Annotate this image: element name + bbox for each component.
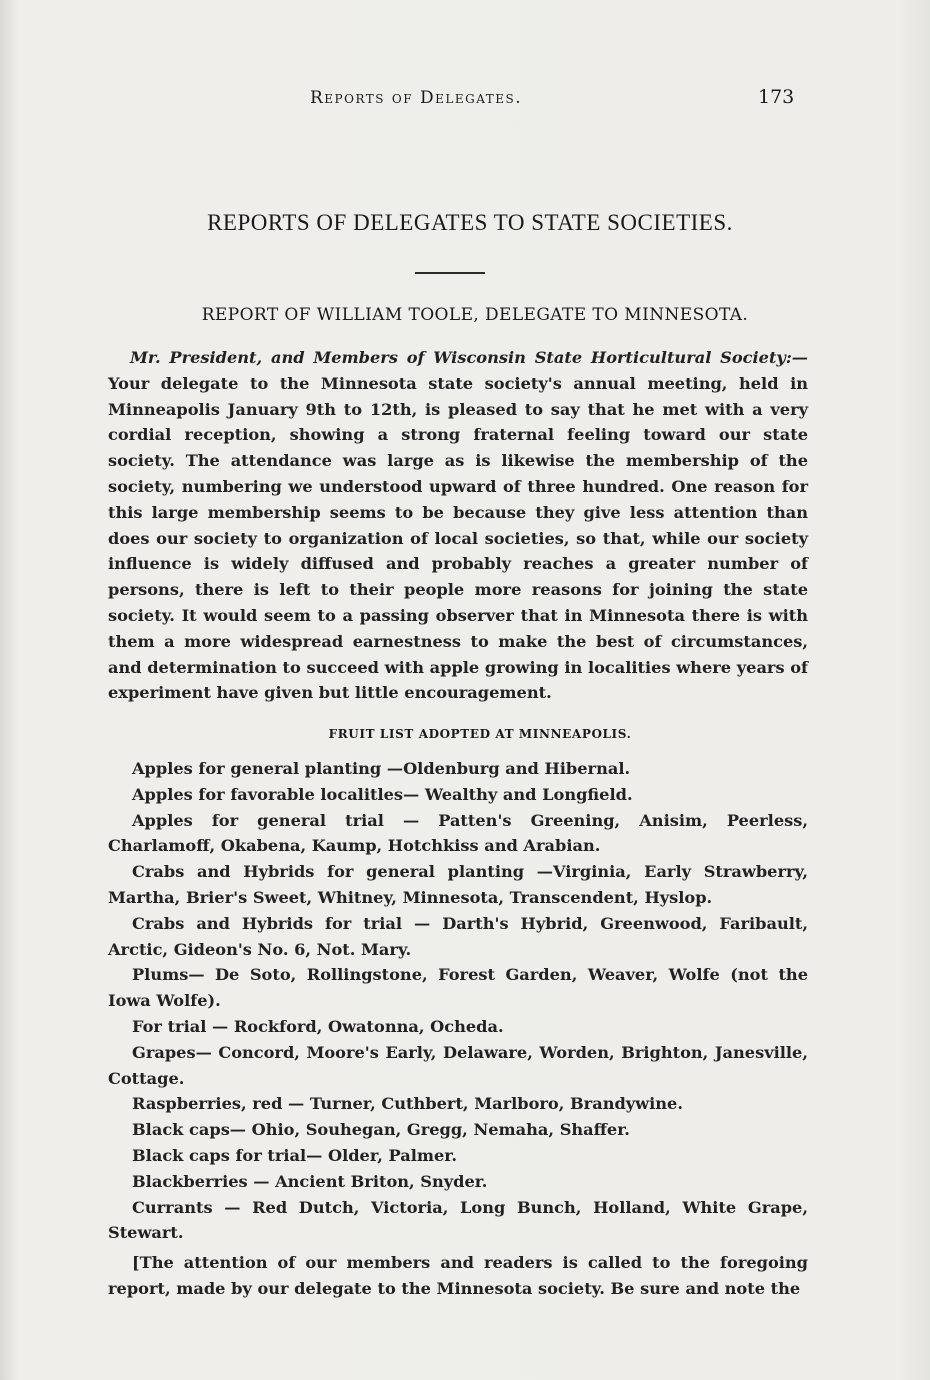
fruit-list-item: For trial — Rockford, Owatonna, Ocheda. bbox=[132, 1016, 504, 1036]
fruit-list-item: Crabs and Hybrids for trial — Darth's Hybrid, Greenwood, Faribault, Arctic, Gideon's No. 6, Not. Mary. bbox=[108, 913, 808, 959]
fruit-list-item: Grapes— Concord, Moore's Early, Delaware, Worden, Brighton, Janesville, Cottage. bbox=[108, 1042, 808, 1088]
fruit-list bbox=[108, 756, 808, 1246]
fruit-list-item: Apples for general planting —Oldenburg and Hibernal. bbox=[132, 759, 631, 778]
page-number: 173 bbox=[758, 86, 795, 108]
fruit-list-item: Plums— De Soto, Rollingstone, Forest Garden, Weaver, Wolfe (not the Iowa Wolfe). bbox=[108, 965, 808, 1011]
fruit-list-item: Raspberries, red — Turner, Cuthbert, Marlboro, Brandywine. bbox=[132, 1094, 683, 1114]
closing-paragraph: [The attention of our members and readers is called to the foregoing report, made by our delegate to the Minnesota society. Be sure and note the bbox=[108, 1253, 808, 1298]
running-head: Reports of Delegates. bbox=[310, 88, 523, 108]
fruit-list-item: Black caps for trial— Older, Palmer. bbox=[132, 1145, 457, 1165]
intro-paragraph bbox=[108, 345, 808, 706]
fruit-list-heading: FRUIT LIST ADOPTED AT MINNEAPOLIS. bbox=[328, 727, 632, 741]
intro-text: Your delegate to the Minnesota state society's annual meeting, held in Minneapolis January 9th to 12th, is pleased to say that he met with a very cordial reception, showing a strong fraternal feeling toward our state society. The attendance was large as is likewise the membership of the society, numbering we understood upward of three hundred. One reason for this large membership seems to be because they give less attention than does our society to organization of local societies, so that, while our society influence is widely diffused and probably reaches a greater number of persons, there is left to their people more reasons for joining the state society. It would seem to a passing observer that in Minnesota there is with them a more widespread earnestness to make the best of circumstances, and determination to succeed with apple growing in localities where years of experiment have given but little encouragement. bbox=[108, 373, 808, 703]
salutation: Mr. President, and Members of Wisconsin State Horticultural Society:— bbox=[130, 348, 808, 367]
fruit-list-item: Crabs and Hybrids for general planting —Virginia, Early Strawberry, Martha, Brier's Sweet, Whitney, Minnesota, Transcendent, Hyslop. bbox=[108, 862, 808, 907]
report-title: REPORT OF WILLIAM TOOLE, DELEGATE TO MINNESOTA. bbox=[201, 305, 749, 325]
fruit-list-item: Apples for general trial — Patten's Greening, Anisim, Peerless, Charlamoff, Okabena, Kaump, Hotchkiss and Arabian. bbox=[108, 810, 808, 856]
fruit-list-item: Black caps— Ohio, Souhegan, Gregg, Nemaha, Shaffer. bbox=[132, 1120, 630, 1140]
fruit-list-item: Blackberries — Ancient Briton, Snyder. bbox=[132, 1171, 488, 1191]
section-title: REPORTS OF DELEGATES TO STATE SOCIETIES. bbox=[207, 210, 733, 235]
fruit-list-item: Apples for favorable localitles— Wealthy and Longfield. bbox=[132, 784, 633, 804]
title-divider bbox=[415, 272, 485, 274]
fruit-list-item: Currants — Red Dutch, Victoria, Long Bunch, Holland, White Grape, Stewart. bbox=[108, 1197, 808, 1243]
